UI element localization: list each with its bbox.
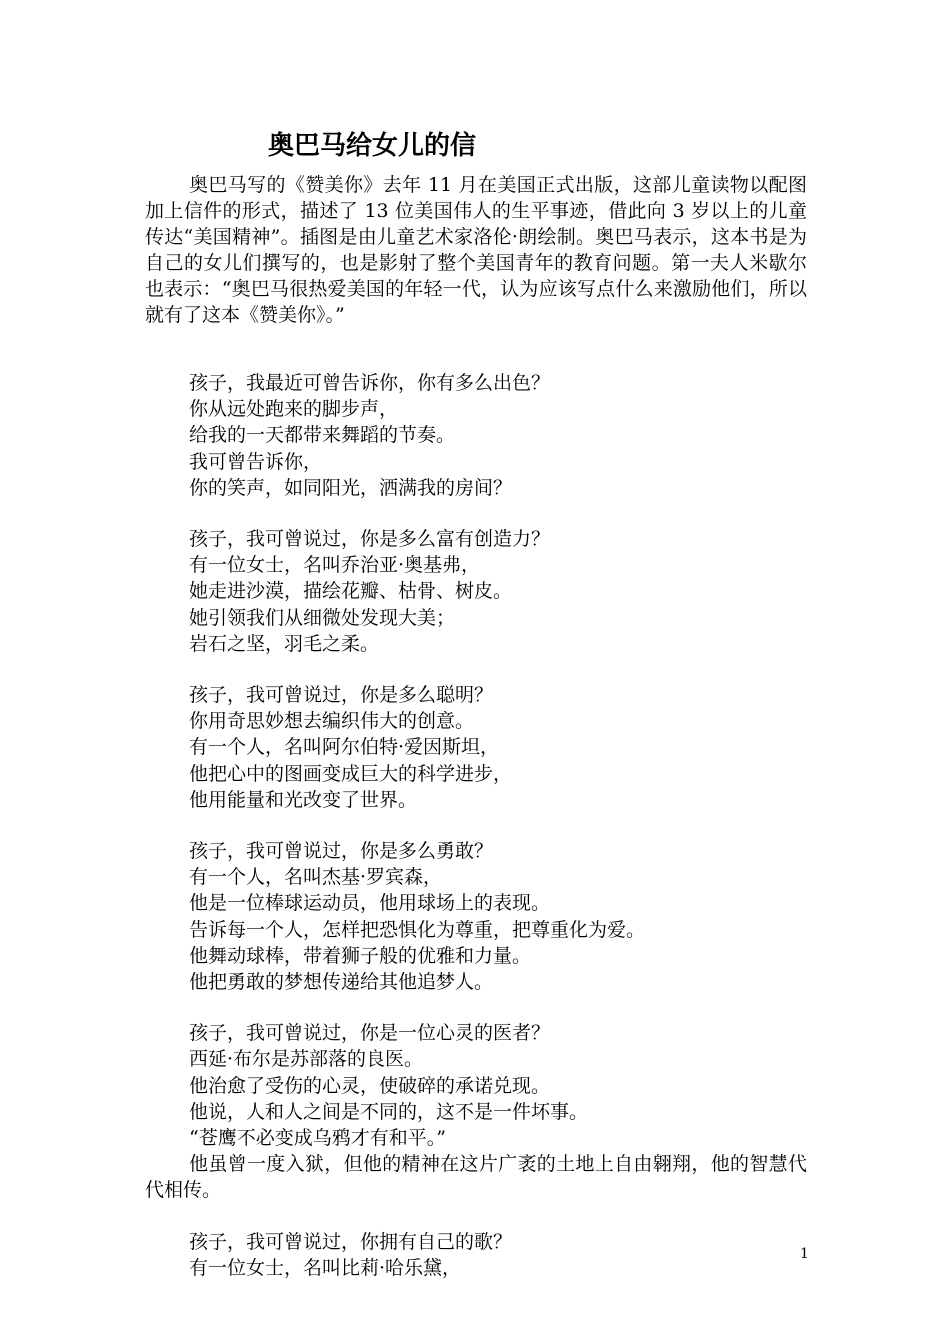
poem-stanza — [145, 1020, 807, 1203]
page-number: 1 — [800, 1246, 809, 1262]
poem-line: 岩石之坚，羽毛之柔。 — [189, 632, 380, 655]
poem-line: 孩子，我可曾说过，你是一位心灵的医者？ — [189, 1022, 551, 1045]
poem-stanza — [145, 526, 807, 657]
poem-line: “苍鹰不必变成乌鸦才有和平。” — [189, 1127, 446, 1150]
poem-line: 他把心中的图画变成巨大的科学进步， — [189, 762, 513, 785]
poem-line: 孩子，我可曾说过，你是多么富有创造力？ — [189, 528, 551, 551]
poem-line: 他舞动球棒，带着狮子般的优雅和力量。 — [189, 944, 532, 967]
poem-line: 他用能量和光改变了世界。 — [189, 788, 418, 811]
poem-line: 孩子，我可曾说过，你是多么聪明？ — [189, 684, 494, 707]
poem-line: 西延·布尔是苏部落的良医。 — [189, 1048, 424, 1071]
poem-stanza — [145, 1229, 807, 1281]
poem-line: 有一个人，名叫杰基·罗宾森， — [189, 866, 443, 889]
poem-line: 他是一位棒球运动员，他用球场上的表现。 — [189, 892, 551, 915]
poem-stanza — [145, 838, 807, 995]
poem-line: 有一位女士，名叫乔治亚·奥基弗， — [189, 554, 481, 577]
poem-line: 有一个人，名叫阿尔伯特·爱因斯坦， — [189, 736, 500, 759]
poem-line: 他治愈了受伤的心灵，使破碎的承诺兑现。 — [189, 1074, 551, 1097]
poem-line: 有一位女士，名叫比莉·哈乐黛， — [189, 1256, 462, 1279]
poem-stanza — [145, 682, 807, 813]
poem-line: 孩子，我最近可曾告诉你，你有多么出色？ — [189, 372, 551, 394]
poem-line: 你的笑声，如同阳光，洒满我的房间？ — [189, 476, 513, 499]
poem-stanza — [145, 370, 807, 501]
poem-line: 她走进沙漠，描绘花瓣、枯骨、树皮。 — [189, 580, 513, 603]
poem-line: 孩子，我可曾说过，你是多么勇敢？ — [189, 840, 494, 863]
poem-body — [145, 370, 807, 1306]
poem-line: 他虽曾一度入狱，但他的精神在这片广袤的土地上自由翱翔，他的智慧代代相传。 — [145, 1153, 807, 1202]
intro-paragraph: 奥巴马写的《赞美你》去年 11 月在美国正式出版，这部儿童读物以配图加上信件的形式，描述了 13 位美国伟人的生平事迹，借此向 3 岁以上的儿童传达“美国精神”。插图是由儿童艺术家洛伦·朗绘制。奥巴马表示，这本书是为自己的女儿们撰写的，也是影射了整个美国青年的教育问题。第一夫人米歇尔也表示：“奥巴马很热爱美国的年轻一代，认为应该写点什么来激励他们，所以就有了这本《赞美你》。” — [145, 174, 807, 326]
poem-line: 她引领我们从细微处发现大美； — [189, 606, 456, 629]
document-title: 奥巴马给女儿的信 — [268, 131, 477, 161]
poem-line: 他把勇敢的梦想传递给其他追梦人。 — [189, 971, 494, 994]
poem-line: 告诉每一个人，怎样把恐惧化为尊重，把尊重化为爱。 — [189, 918, 646, 941]
poem-line: 给我的一天都带来舞蹈的节奏。 — [189, 424, 456, 447]
poem-line: 他说，人和人之间是不同的，这不是一件坏事。 — [189, 1100, 589, 1123]
poem-line: 你用奇思妙想去编织伟大的创意。 — [189, 710, 475, 733]
poem-line: 孩子，我可曾说过，你拥有自己的歌？ — [189, 1230, 513, 1253]
poem-line: 我可曾告诉你， — [189, 450, 323, 473]
poem-line: 你从远处跑来的脚步声， — [189, 398, 399, 421]
